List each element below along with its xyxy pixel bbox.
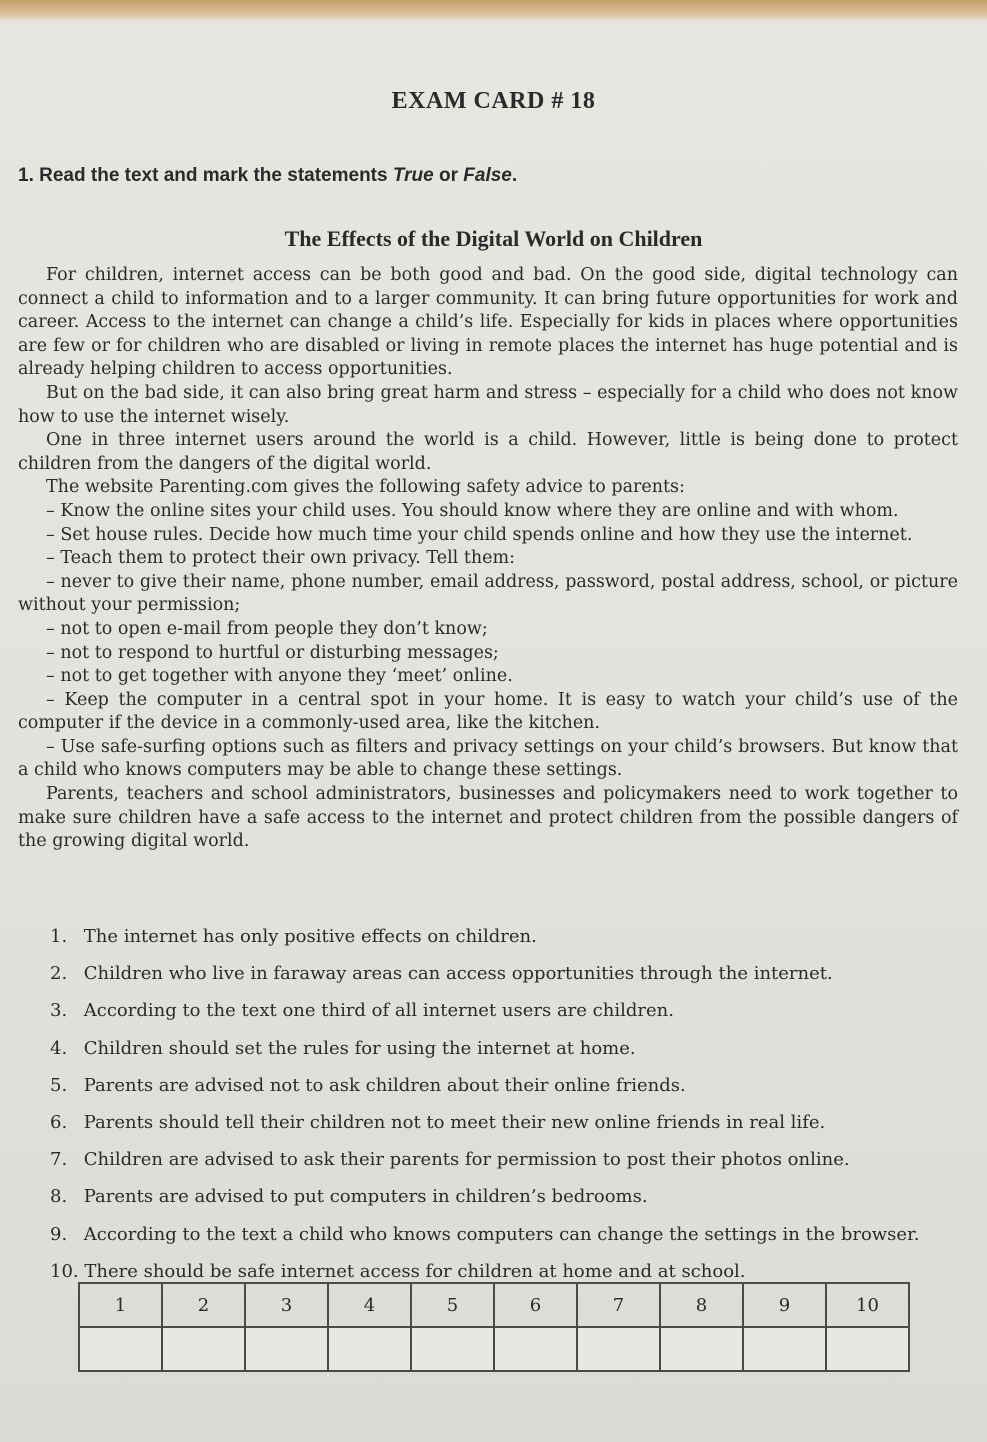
task-text: Read the text and mark the statements <box>39 165 393 186</box>
answer-header-cell: 8 <box>660 1283 743 1327</box>
task-true-word: True <box>392 165 434 186</box>
answer-cell[interactable] <box>577 1327 660 1371</box>
statement-item <box>50 1034 965 1071</box>
answer-header-cell: 3 <box>245 1283 328 1327</box>
paragraph: The website Parenting.com gives the following safety advice to parents: <box>46 477 685 498</box>
advice-item: – Teach them to protect their own privacy. Tell them: <box>46 548 515 569</box>
advice-item: – Use safe-surfing options such as filters and privacy settings on your child’s browsers. But know that a child who knows computers may be able to change these settings. <box>18 736 958 781</box>
answer-header-cell: 2 <box>162 1283 245 1327</box>
answer-header-cell: 6 <box>494 1283 577 1327</box>
task-end: . <box>511 165 518 186</box>
statement-number: 3. <box>50 1000 68 1022</box>
task-number: 1. <box>18 165 34 186</box>
statement-item <box>50 959 965 996</box>
statement-number: 9. <box>50 1223 68 1245</box>
paragraph: But on the bad side, it can also bring great harm and stress – especially for a child who does not know how to use the internet wisely. <box>18 382 958 427</box>
statement-item <box>50 1145 965 1182</box>
advice-item: – Set house rules. Decide how much time your child spends online and how they use the internet. <box>46 524 913 545</box>
answer-cell[interactable] <box>411 1327 494 1371</box>
statement-text: There should be safe internet access for children at home and at school. <box>84 1260 746 1282</box>
statement-item <box>50 1182 965 1219</box>
statement-text: Parents should tell their children not to meet their new online friends in real life. <box>83 1111 826 1133</box>
task-instruction <box>18 165 958 187</box>
paragraph: For children, internet access can be both good and bad. On the good side, digital technology can connect a child to information and to a larger community. It can bring future opportunities for work and career. Access to the internet can change a child’s life. Especially for kids in places where opportunities are few or for children who are disabled or living in remote places the internet has huge potential and is already helping children to access opportunities. <box>18 265 958 380</box>
article-body <box>18 264 958 854</box>
answer-header-cell: 5 <box>411 1283 494 1327</box>
answer-cell[interactable] <box>660 1327 743 1371</box>
desk-edge <box>0 0 987 22</box>
answer-header-cell: 4 <box>328 1283 411 1327</box>
statement-text: Children who live in faraway areas can access opportunities through the internet. <box>83 963 833 985</box>
statement-number: 8. <box>50 1186 68 1208</box>
task-false-word: False <box>463 165 512 186</box>
answer-header-row <box>79 1283 909 1327</box>
paragraph: One in three internet users around the world is a child. However, little is being done to protect children from the dangers of the digital world. <box>18 430 958 474</box>
answer-cell[interactable] <box>162 1327 245 1371</box>
answer-cell[interactable] <box>743 1327 826 1371</box>
task-or-word: or <box>433 165 464 186</box>
statement-text: The internet has only positive effects on children. <box>83 926 537 947</box>
statement-item <box>50 1108 965 1145</box>
advice-item: – not to open e-mail from people they don’t know; <box>46 618 488 639</box>
statement-text: Parents are advised to put computers in children’s bedrooms. <box>83 1186 648 1208</box>
statement-item <box>50 1071 965 1108</box>
answer-row <box>79 1327 909 1371</box>
advice-item: – Know the online sites your child uses. You should know where they are online and with whom. <box>46 500 899 521</box>
answer-cell[interactable] <box>245 1327 328 1371</box>
statements-list <box>50 922 965 1294</box>
advice-item: – not to get together with anyone they ‘meet’ online. <box>46 666 513 687</box>
statement-number: 1. <box>50 926 68 947</box>
advice-item: – Keep the computer in a central spot in your home. It is easy to watch your child’s use of the computer if the device in a commonly-used area, like the kitchen. <box>18 689 958 734</box>
statement-number: 4. <box>50 1037 68 1059</box>
answer-header-cell: 7 <box>577 1283 660 1327</box>
answer-cell[interactable] <box>328 1327 411 1371</box>
answer-cell[interactable] <box>826 1327 909 1371</box>
exam-card-title: EXAM CARD # 18 <box>391 88 596 114</box>
statement-text: According to the text a child who knows computers can change the settings in the browser. <box>83 1223 920 1245</box>
answer-cell[interactable] <box>79 1327 162 1371</box>
statement-number: 2. <box>50 963 68 985</box>
answer-header-cell: 10 <box>826 1283 909 1327</box>
statement-number: 5. <box>50 1074 68 1096</box>
statement-text: Children are advised to ask their parents for permission to post their photos online. <box>83 1149 850 1171</box>
statement-text: According to the text one third of all internet users are children. <box>83 1000 674 1022</box>
answer-header-cell: 9 <box>743 1283 826 1327</box>
answer-header-cell: 1 <box>79 1283 162 1327</box>
statement-text: Children should set the rules for using the internet at home. <box>83 1037 636 1059</box>
answer-cell[interactable] <box>494 1327 577 1371</box>
article-title: The Effects of the Digital World on Children <box>284 226 703 251</box>
statement-number: 6. <box>50 1111 68 1133</box>
advice-item: – never to give their name, phone number, email address, password, postal address, school, or picture without your permission; <box>18 571 958 616</box>
answer-table <box>78 1282 910 1372</box>
statement-item <box>50 1220 965 1257</box>
statement-item <box>50 996 965 1033</box>
advice-item: – not to respond to hurtful or disturbing messages; <box>46 642 499 663</box>
statement-item <box>50 922 965 959</box>
paragraph: Parents, teachers and school administrators, businesses and policymakers need to work together to make sure children have a safe access to the internet and protect children from the possible dangers of the growing digital world. <box>18 784 958 852</box>
statement-number: 7. <box>50 1149 68 1171</box>
statement-number: 10. <box>50 1260 79 1282</box>
statement-text: Parents are advised not to ask children about their online friends. <box>83 1074 686 1096</box>
